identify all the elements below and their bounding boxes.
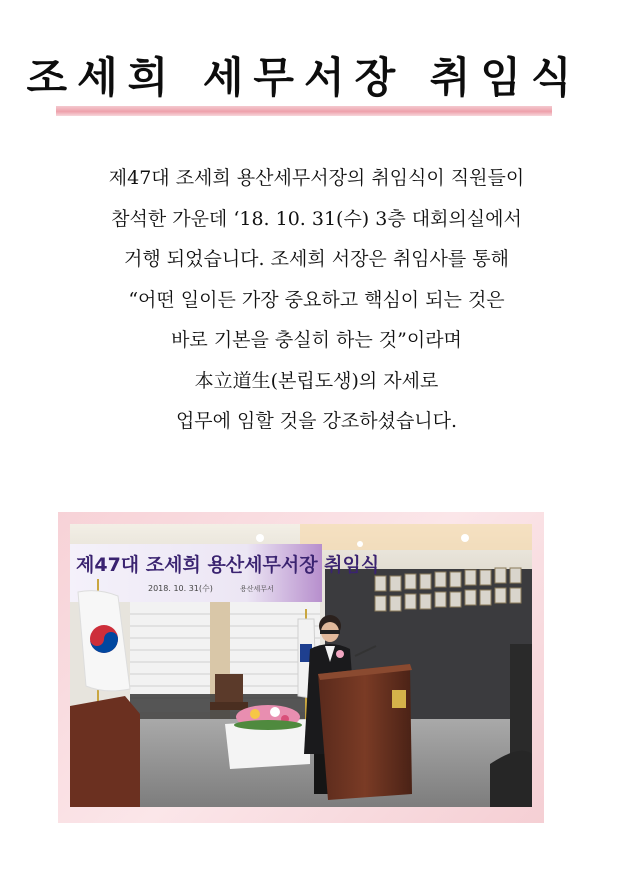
body-line-3: 거행 되었습니다. 조세희 서장은 취임사를 통해 xyxy=(124,248,509,270)
body-line-1: 제47대 조세희 용산세무서장의 취임식이 직원들이 xyxy=(108,167,525,189)
banner-date: 2018. 10. 31(수) xyxy=(148,584,213,593)
body-line-2: 참석한 가운데 ‘18. 10. 31(수) 3층 대회의실에서 xyxy=(111,207,522,230)
main-podium xyxy=(318,664,412,800)
ceiling-light xyxy=(357,541,363,547)
ceiling-light-panel xyxy=(300,524,532,550)
attendee xyxy=(510,644,532,754)
body-line-6: 本立道生(본립도생)의 자세로 xyxy=(194,369,439,392)
ceiling-light xyxy=(256,534,264,542)
article-body xyxy=(30,158,603,442)
banner-org: 용산세무서 xyxy=(240,585,274,593)
body-line-7: 업무에 임할 것을 강조하셨습니다. xyxy=(175,410,458,432)
banner-title: 제47대 조세희 용산세무서장 취임식 xyxy=(76,554,380,576)
side-podium xyxy=(70,696,140,807)
photo-frame xyxy=(58,512,544,823)
podium-emblem xyxy=(392,690,406,708)
ceremony-photo-illustration xyxy=(70,524,532,807)
body-line-4: “어떤 일이든 가장 중요하고 핵심이 되는 것은 xyxy=(128,288,505,311)
body-line-5: 바로 기본을 충실히 하는 것”이라며 xyxy=(171,329,462,351)
ceiling-light xyxy=(461,534,469,542)
chair xyxy=(215,674,243,704)
page-title: 조세희 세무서장 취임식 xyxy=(26,53,582,102)
ceremony-photo xyxy=(70,524,532,807)
title-underline xyxy=(56,106,552,116)
